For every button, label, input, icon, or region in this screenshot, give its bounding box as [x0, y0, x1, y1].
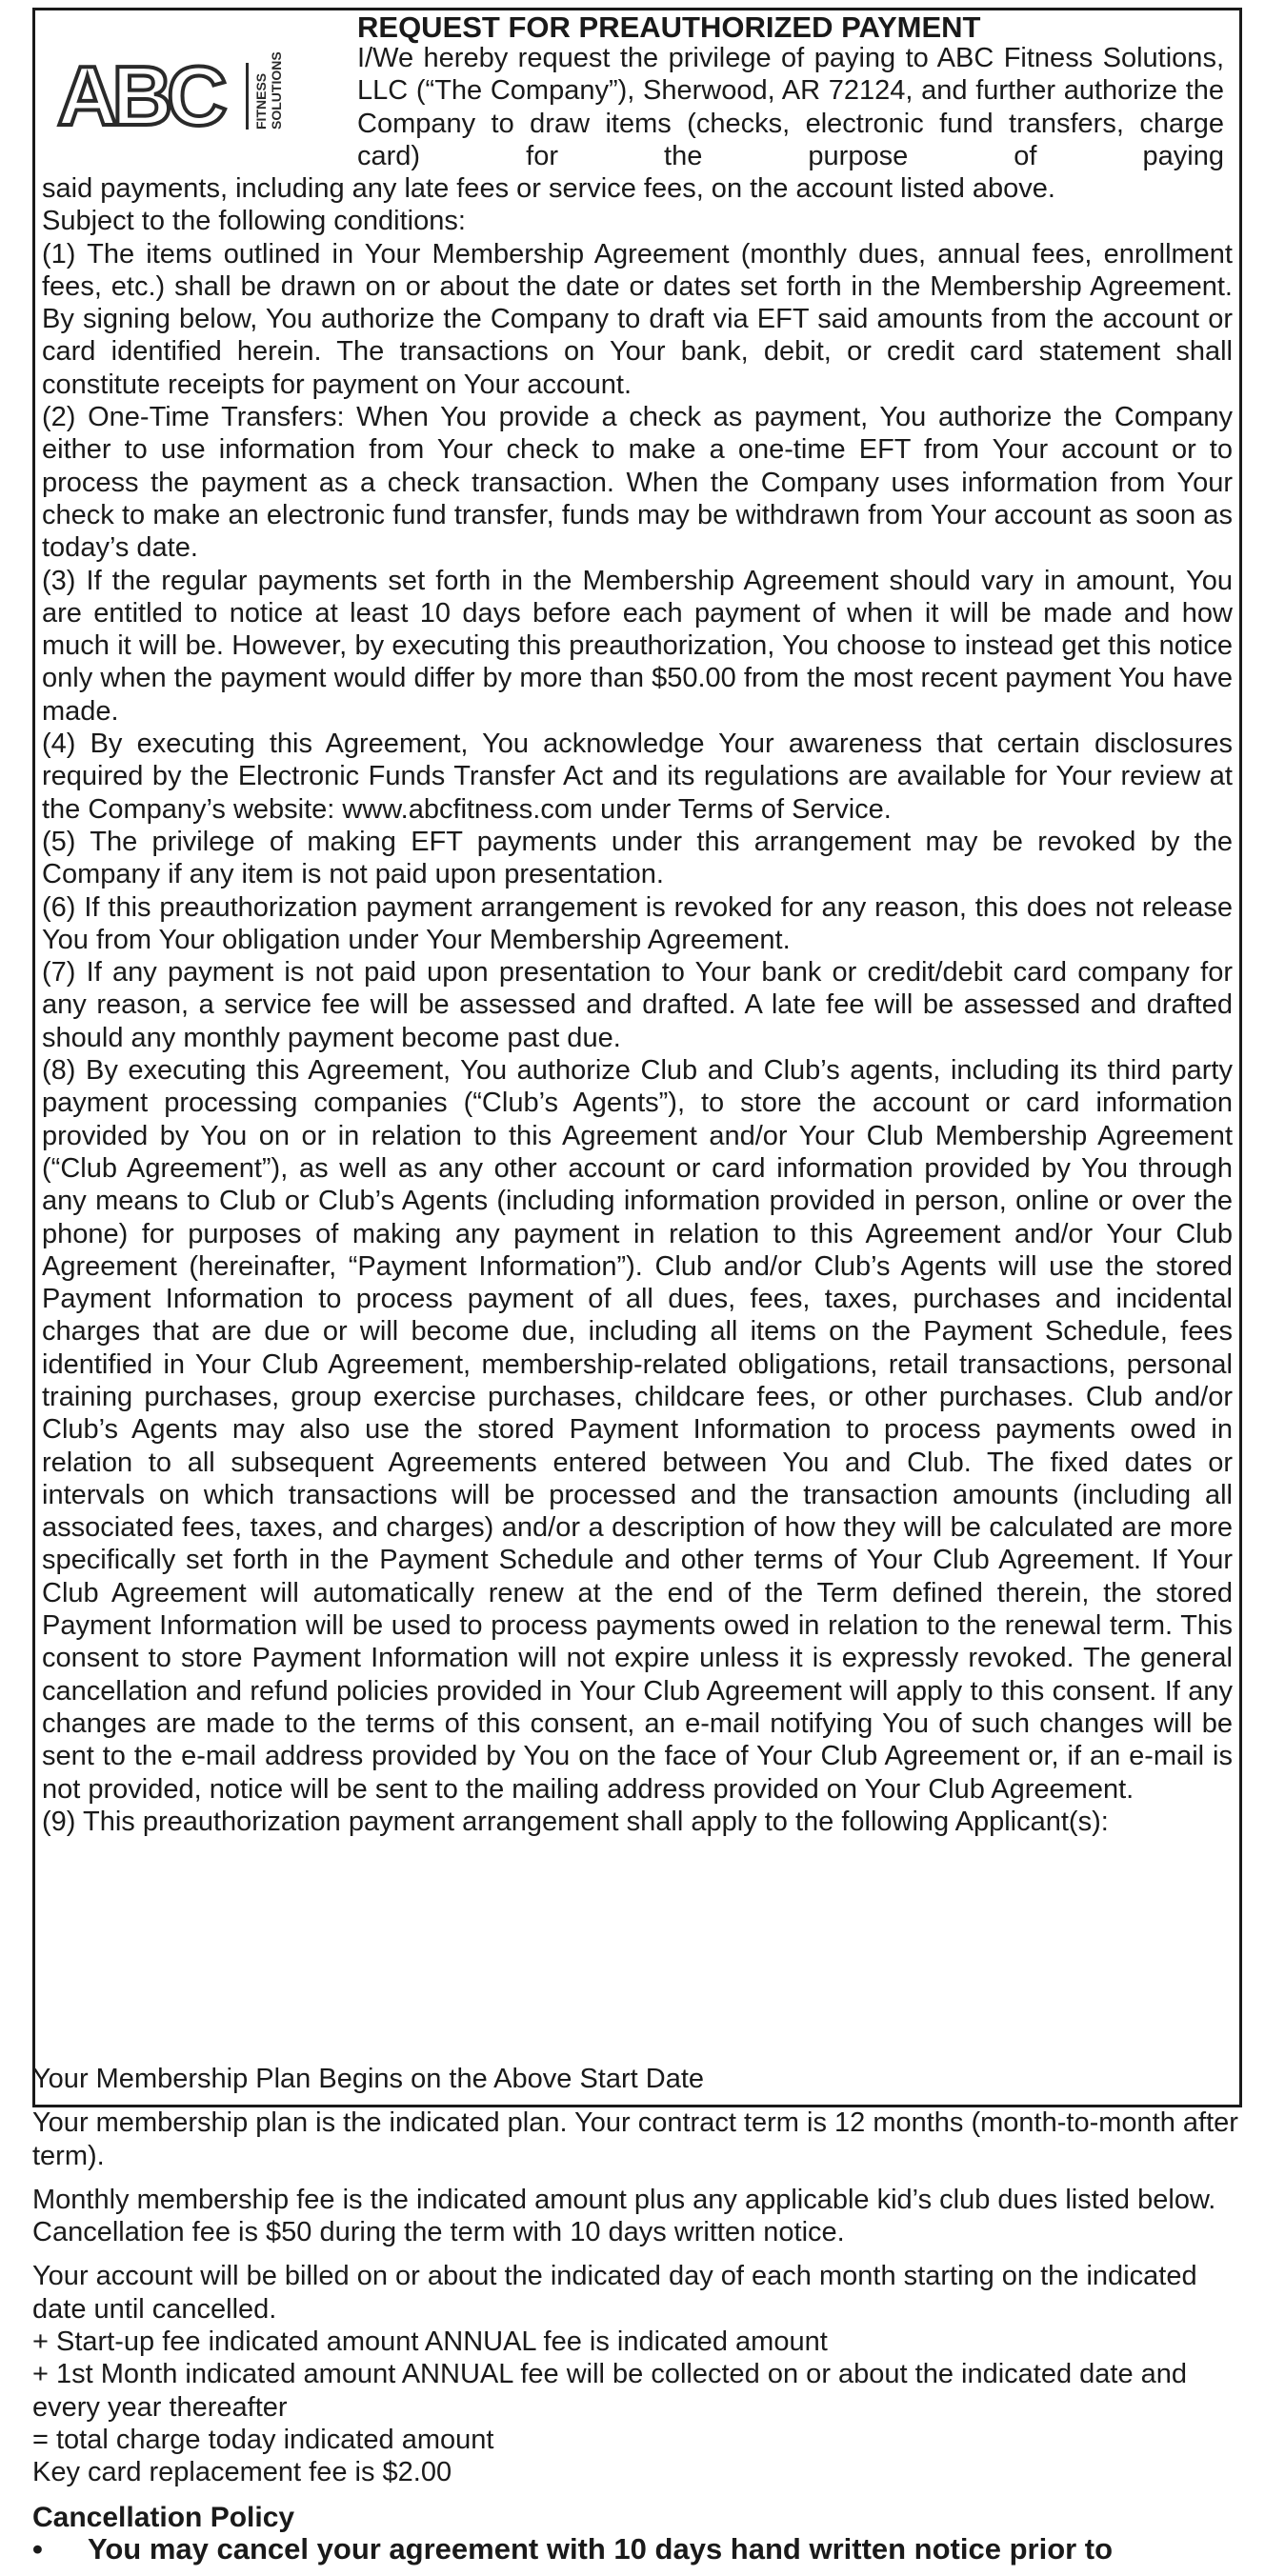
form-conditions	[42, 172, 1233, 1838]
abc-fitness-logo	[57, 34, 305, 143]
logo-tagline-line-2: SOLUTIONS	[269, 51, 284, 130]
plan-heading: Your Membership Plan Begins on the Above Start Date	[32, 2064, 705, 2094]
intro-continuation: said payments, including any late fees or service fees, on the account listed above.	[42, 173, 1055, 204]
plan-billing: Your account will be billed on or about the indicated day of each month starting on the indicated date until cancelled.	[32, 2261, 1197, 2325]
plan-total: = total charge today indicated amount	[32, 2424, 494, 2455]
condition-4: (4) By executing this Agreement, You acknowledge Your awareness that certain disclosures required by the Electronic Funds Transfer Act and its regulations are available for Your review at the Company’s website: www.abcfitness.com under Terms of Service.	[42, 729, 1233, 825]
condition-1: (1) The items outlined in Your Membership Agreement (monthly dues, annual fees, enrollment fees, etc.) shall be drawn on or about the date or dates set forth in the Membership Agreement. By signing below, You authorize the Company to draft via EFT said amounts from the account or card identified herein. The transactions on Your bank, debit, or credit card statement shall constitute receipts for payment on Your account.	[42, 238, 1233, 400]
cancellation-item	[32, 2533, 1113, 2566]
logo-tagline-line-1: FITNESS	[253, 72, 269, 130]
conditions-lead: Subject to the following conditions:	[42, 206, 466, 237]
cancellation-heading: Cancellation Policy	[32, 2502, 295, 2533]
plan-term: Your membership plan is the indicated plan. Your contract term is 12 months (month-to-month after term).	[32, 2107, 1238, 2171]
condition-2: (2) One-Time Transfers: When You provide a check as payment, You authorize the Company either to use information from Your check to make a one-time EFT from Your account or to process the payment as a check transaction. When the Company uses information from Your check to make an electronic fund transfer, funds may be withdrawn from Your account as soon as today’s date.	[42, 402, 1233, 564]
logo-tagline	[253, 51, 284, 130]
form-title: REQUEST FOR PREAUTHORIZED PAYMENT	[357, 10, 981, 44]
condition-6: (6) If this preauthorization payment arrangement is revoked for any reason, this does not release You from Your obligation under Your Membership Agreement.	[42, 891, 1233, 955]
condition-7: (7) If any payment is not paid upon presentation to Your bank or credit/debit card company for any reason, a service fee will be assessed and drafted. A late fee will be assessed and drafted should any monthly payment become past due.	[42, 957, 1233, 1053]
cancellation-item-text: You may cancel your agreement with 10 days hand written notice prior to	[88, 2532, 1114, 2566]
plan-fee: Monthly membership fee is the indicated amount plus any applicable kid’s club dues listed below. Cancellation fee is $50 during the term with 10 days written notice.	[32, 2184, 1216, 2248]
logo-divider	[246, 63, 249, 130]
condition-3: (3) If the regular payments set forth in the Membership Agreement should vary in amount, You are entitled to notice at least 10 days before each payment of when it will be made and how much it will be. However, by executing this preauthorization, You choose to instead get this notice only when the payment would differ by more than $50.00 from the most recent payment You have made.	[42, 565, 1233, 727]
form-intro: I/We hereby request the privilege of paying to ABC Fitness Solutions, LLC (“The Company”), Sherwood, AR 72124, and further authorize the Company to draw items (checks, electronic fund transfers, charge card) for the purpose of paying	[357, 43, 1224, 171]
plan-keycard: Key card replacement fee is $2.00	[32, 2457, 452, 2488]
condition-5: (5) The privilege of making EFT payments under this arrangement may be revoked by the Company if any item is not paid upon presentation.	[42, 826, 1233, 890]
plan-first-month: + 1st Month indicated amount ANNUAL fee will be collected on or about the indicated date and every year thereafter	[32, 2359, 1188, 2423]
logo-wordmark: ABC	[57, 49, 222, 143]
condition-9: (9) This preauthorization payment arrangement shall apply to the following Applicant(s):	[42, 1806, 1109, 1837]
bullet-marker: •	[32, 2532, 43, 2566]
plan-startup: + Start-up fee indicated amount ANNUAL fee is indicated amount	[32, 2326, 828, 2358]
membership-plan-section	[32, 2063, 1242, 2489]
condition-8: (8) By executing this Agreement, You authorize Club and Club’s agents, including its third party payment processing companies (“Club’s Agents”), to store the account or card information provided by You on or in relation to this Agreement and/or Your Club Membership Agreement (“Club Agreement”), as well as any other account or card information provided by You through any means to Club or Club’s Agents (including information provided in person, online or over the phone) for purposes of making any payment in relation to this Agreement and/or Your Club Agreement (hereinafter, “Payment Information”). Club and/or Club’s Agents will use the stored Payment Information to process payment of all dues, fees, taxes, purchases and incidental charges that are due or will become due, including all items on the Payment Schedule, fees identified in Your Club Agreement, membership-related obligations, retail transactions, personal training purchases, group exercise purchases, childcare fees, or other purchases. Club and/or Club’s Agents may also use the stored Payment Information to process payments owed in relation to all subsequent Agreements entered between You and Club. The fixed dates or intervals on which transactions will be processed and the transaction amounts (including all associated fees, taxes, and charges) and/or a description of how they will be calculated are more specifically set forth in the Payment Schedule and other terms of Your Club Agreement. If Your Club Agreement will automatically renew at the end of the Term defined therein, the stored Payment Information will be used to process payments owed in relation to the renewal term. This consent to store Payment Information will not expire unless it is expressly revoked. The general cancellation and refund policies provided in Your Club Agreement will apply to this consent. If any changes are made to the terms of this consent, an e-mail notifying You of such changes will be sent to the e-mail address provided by You on the face of Your Club Agreement or, if an e-mail is not provided, notice will be sent to the mailing address provided on Your Club Agreement.	[42, 1055, 1233, 1805]
